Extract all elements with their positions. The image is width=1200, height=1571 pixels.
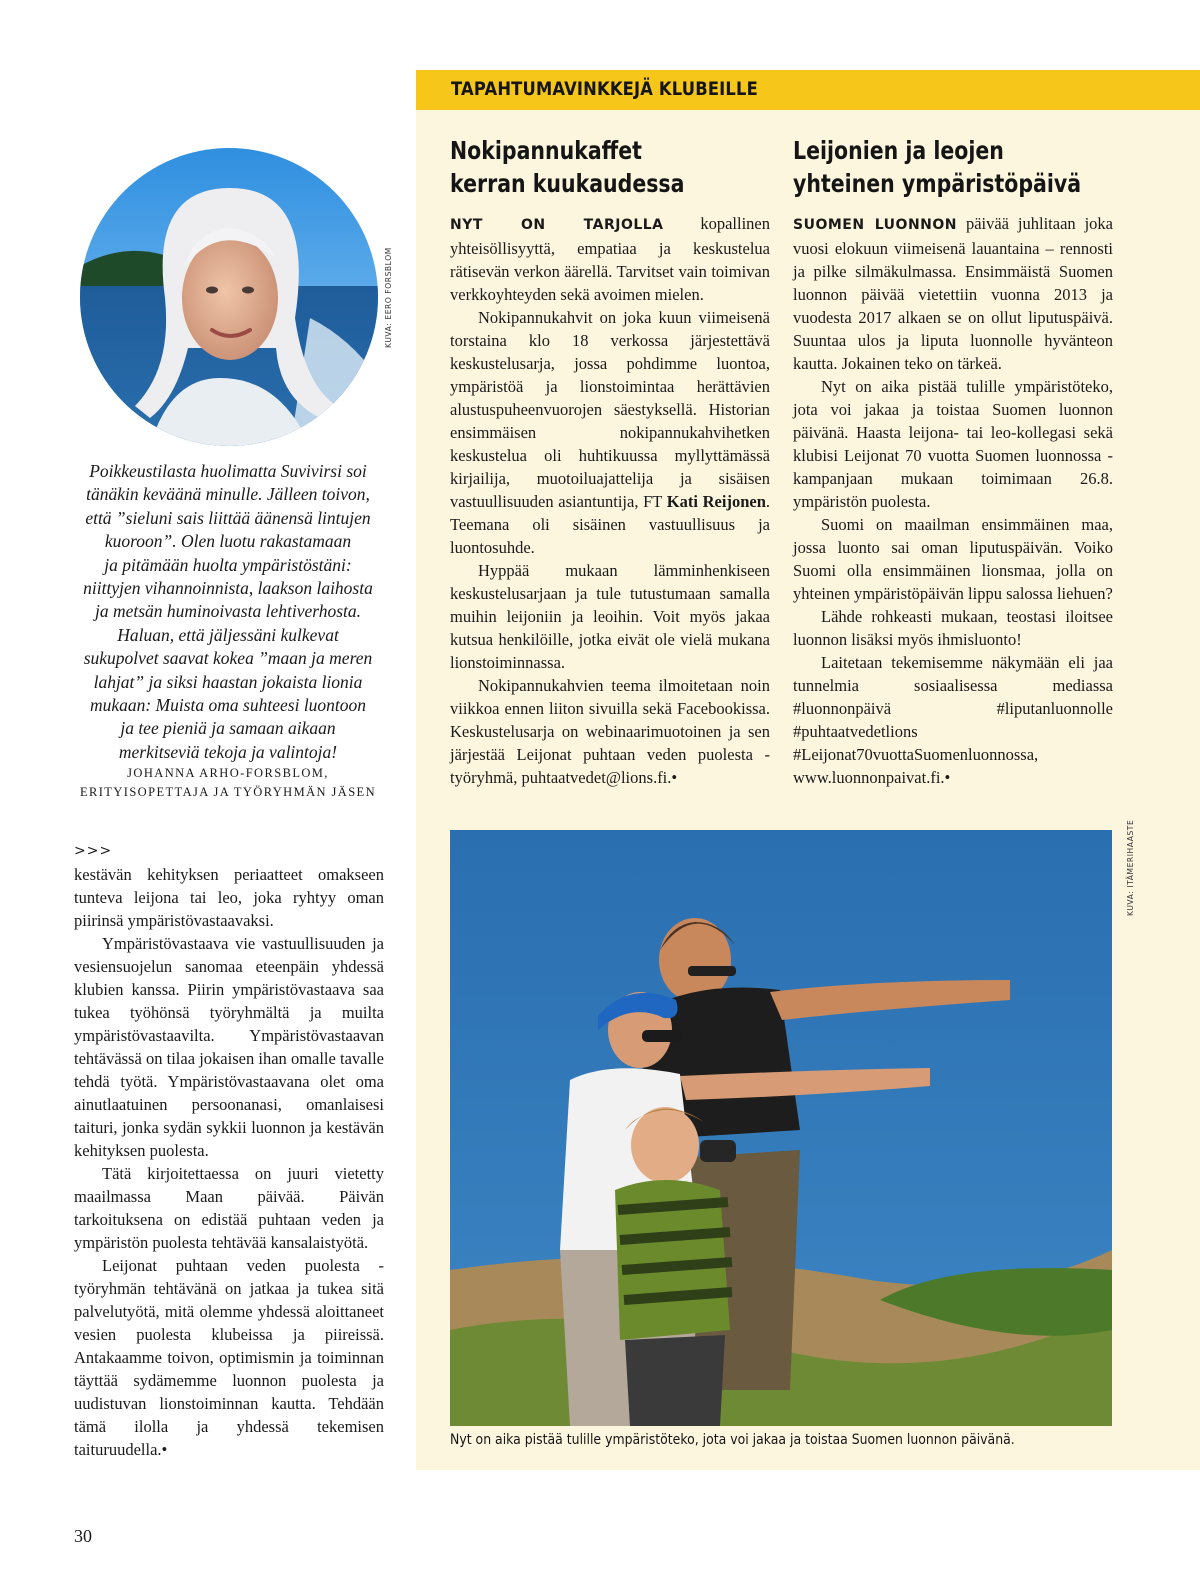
paragraph: Nyt on aika pistää tulille ympäristöteko, jota voi jakaa ja toistaa Suomen luonnon päivänä. Haasta leijona- tai leo-kollegasi sekä klubisi Leijonat 70 vuotta Suomen luonnossa -kampanjaan mukaan toimimaan 26.8. ympäristön puolesta. xyxy=(793,377,1113,511)
person-name: Kati Reijonen xyxy=(666,492,766,511)
headline-line: yhteinen ympäristöpäivä xyxy=(793,169,1082,198)
paragraph: Nokipannukahvit on joka kuun viimeisenä torstaina klo 18 verkossa järjestettävä keskustelusarja, jossa pohdimme luontoa, ympäristöä ja lionstoimintaa herättävien alustuspuheenvuorojen säestyksellä. Historian ensimmäisen nokipannukahvihetken keskustelua oli huhtikuussa myllyttämässä kirjailija, muotoiluajattelija ja sisäisen vastuullisuuden asiantuntija, FT xyxy=(450,308,770,511)
family-photo xyxy=(450,830,1112,1426)
paragraph: Hyppää mukaan lämminhenkiseen keskustelusarjaan ja tule tutustumaan samalla muihin leijoniin ja leoihin. Voit myös jakaa kutsua henkilöille, jotka eivät ole vielä mukana lionstoiminnassa. xyxy=(450,561,770,672)
quote-line: mukaan: Muista oma suhteesi luontoon xyxy=(89,695,367,716)
continued-marker: >>> xyxy=(74,843,113,859)
paragraph: kestävän kehityksen periaatteet omakseen tunteva leijona tai leo, joka ryhtyy oman piirinsä ympäristövastaavaksi. xyxy=(74,865,384,930)
headline-line: kerran kuukaudessa xyxy=(450,169,685,198)
paragraph: päivää juhlitaan joka vuosi elokuun viimeisenä lauantaina – rennosti ja pilke silmäkulmassa. Ensimmäistä Suomen luonnon päivää vietettiin vuonna 2013 ja vuodesta 2017 alkaen se on ollut liputuspäivä. Suuntaa ulos ja liputa luonnolle hyvänteon kautta. Jokainen teko on tärkeä. xyxy=(793,214,1114,373)
headline-line: Leijonien ja leojen xyxy=(793,136,1004,165)
paragraph: Leijonat puhtaan veden puolesta -työryhmän tehtävänä on jatkaa ja tukea sitä palvelutyötä, mitä olemme yhdessä aloittaneet vesien puolesta klubeissa ja piireissä. Antakaamme toivon, optimismin ja toiminnan täyttää sydämemme luonnon puolesta ja uudistuvan lionstoiminnan kautta. Tehdään tämä ilolla ja yhdessä tekemisen taituruudella.• xyxy=(74,1256,384,1459)
quote-line: ja metsän huminoivasta lehtiverhosta. xyxy=(94,601,362,622)
article1-body xyxy=(450,212,770,789)
quote-line: että ”sieluni sais liittää äänensä lintujen xyxy=(85,507,371,528)
paragraph: Lähde rohkeasti mukaan, teostasi iloitsee luonnon lisäksi myös ihmisluonto! xyxy=(793,607,1113,649)
quote-line: tänäkin keväänä minulle. Jälleen toivon, xyxy=(86,484,370,505)
quote-line: Poikkeustilasta huolimatta Suvivirsi soi xyxy=(89,461,367,481)
section-banner-title: TAPAHTUMAVINKKEJÄ KLUBEILLE xyxy=(451,78,758,100)
article2-headline xyxy=(793,134,1144,200)
photo-credit: KUVA: ITÄMERIHAASTE xyxy=(1126,819,1135,916)
portrait-image xyxy=(80,148,378,446)
paragraph-end: . Teemana oli sisäinen vastuullisuus ja luontosuhde. xyxy=(450,492,770,557)
quote-line: ja pitämään huolta ympäristöstäni: xyxy=(104,554,352,575)
paragraph: Tätä kirjoitettaessa on juuri vietetty maailmassa Maan päivää. Päivän tarkoituksena on edistää puhtaan veden ja ympäristön puolesta tehtävää kansalaistyötä. xyxy=(74,1164,384,1252)
paragraph: Suomi on maailman ensimmäinen maa, jossa luonto sai oman liputuspäivän. Voiko Suomi olla ensimmäinen lionsmaa, jolla on yhteinen ympäristöpäivän lippu salossa liehuen? xyxy=(793,515,1113,603)
author-portrait xyxy=(80,148,378,446)
paragraph: kopallinen yhteisöllisyyttä, empatiaa ja keskustelua rätisevän verkon äärellä. Tarvitset vain toimivan verkkoyhteyden sekä avoimen mielen. xyxy=(450,214,771,304)
quote-line: kuoroon”. Olen luotu rakastamaan xyxy=(104,531,352,552)
quote-line: merkitseviä tekoja ja valintoja! xyxy=(118,741,338,762)
quote-line: lahjat” ja siksi haastan jokaista lionia xyxy=(93,671,363,692)
author-name: JOHANNA ARHO-FORSBLOM, xyxy=(127,766,329,780)
article2-body xyxy=(793,212,1113,789)
quote-line: sukupolvet saavat kokea ”maan ja meren xyxy=(83,648,373,669)
paragraph: Nokipannukahvien teema ilmoitetaan noin viikkoa ennen liiton sivuilla sekä Facebookissa. Keskustelusarja on webinaarimuotoinen ja sen järjestää Leijonat puhtaan veden puolesta -työryhmä, puhtaatvedet@lions.fi.• xyxy=(450,676,770,787)
photo-image xyxy=(450,830,1112,1426)
lead-in: NYT ON TARJOLLA xyxy=(450,217,664,233)
quote-line: niittyjen vihannoinnista, laakson laihosta xyxy=(83,578,373,599)
quote-line: ja tee pieniä ja samaan aikaan xyxy=(120,718,336,739)
photo-caption: Nyt on aika pistää tulille ympäristöteko, jota voi jakaa ja toistaa Suomen luonnon päivänä. xyxy=(450,1432,1015,1448)
paragraph: Ympäristövastaava vie vastuullisuuden ja vesiensuojelun sanomaa eteenpäin yhdessä klubien kanssa. Piirin ympäristövastaava saa tukea työhönsä työryhmältä ja muilta ympäristövastaavilta. Ympäristövastaavan tehtävässä on tilaa jokaisen ihan omalle tavalle tehdä työtä. Ympäristövastaavana olet oma ainutlaatuinen persoonanasi, omanlaisesi taituri, jonka sydän sykkii luonnon ja kestävän kehityksen puolesta. xyxy=(74,934,384,1160)
lead-in: SUOMEN LUONNON xyxy=(793,217,957,233)
article1-headline xyxy=(450,134,736,200)
pull-quote xyxy=(72,460,384,764)
author-role: ERITYISOPETTAJA JA TYÖRYHMÄN JÄSEN xyxy=(79,785,377,799)
continued-article xyxy=(74,840,384,1461)
headline-line: Nokipannukaffet xyxy=(450,136,642,165)
portrait-credit: KUVA: EERO FORSBLOM xyxy=(384,247,393,348)
quote-line: Haluan, että jäljessäni kulkevat xyxy=(117,624,339,645)
page-number: 30 xyxy=(74,1526,92,1546)
paragraph: Laitetaan tekemisemme näkymään eli jaa tunnelmia sosiaalisessa mediassa #luonnonpäivä #liputanluonnolle #puhtaatvedetlions #Leijonat70vuottaSuomenluonnossa, www.luonnonpaivat.fi.• xyxy=(793,653,1113,787)
quote-author xyxy=(72,764,384,802)
